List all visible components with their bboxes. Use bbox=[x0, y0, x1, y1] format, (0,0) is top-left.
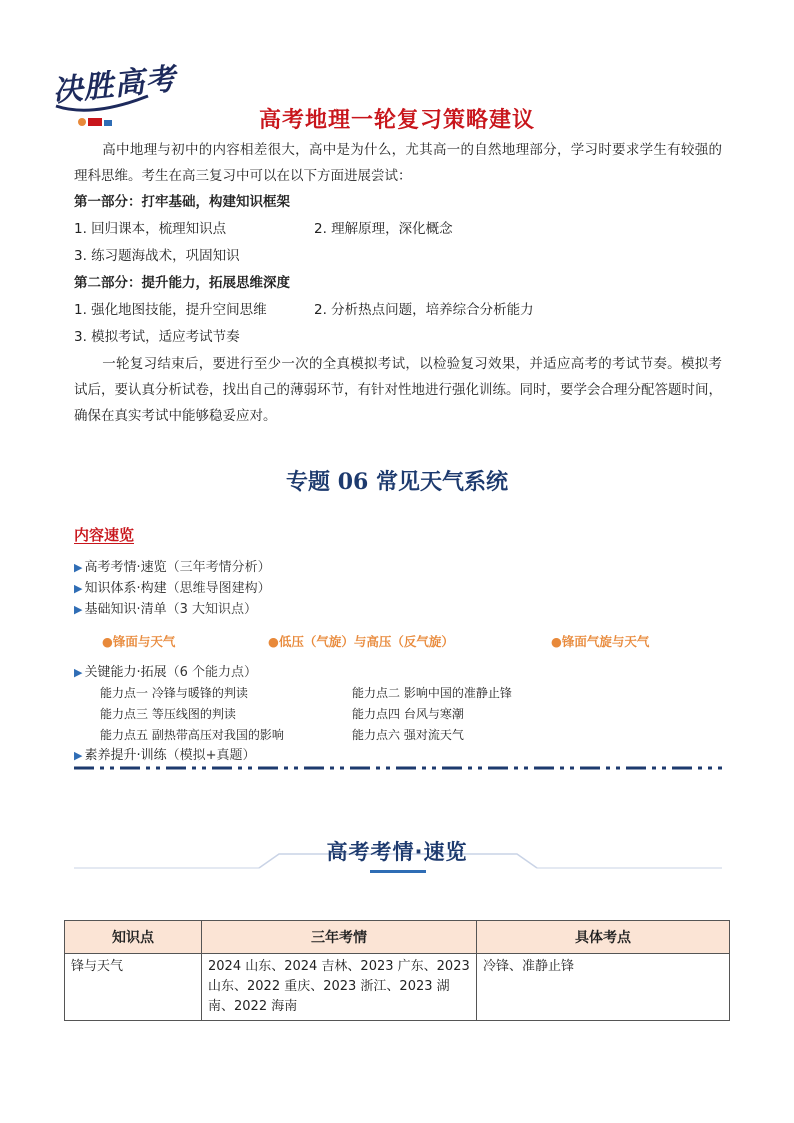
part1-item-3: 3. 练习题海战术，巩固知识 bbox=[74, 248, 240, 264]
summary-paragraph: 一轮复习结束后，要进行至少一次的全真模拟考试，以检验复习效果，并适应高考的考试节奏。模拟考试后，要认真分析试卷，找出自己的薄弱环节，有针对性地进行强化训练。同时，要学会合理分配答题时间，确保在真实考试中能够稳妥应对。 bbox=[74, 356, 722, 424]
ability-point: 能力点一 冷锋与暖锋的判读 bbox=[100, 686, 248, 700]
part2-item-1: 1. 强化地图技能，提升空间思维 bbox=[74, 302, 267, 318]
table-cell: 锋与天气 bbox=[65, 954, 202, 1021]
part2-item-3: 3. 模拟考试，适应考试节奏 bbox=[74, 329, 240, 345]
toc-item[interactable]: ▶ 高考考情·速览（三年考情分析） bbox=[74, 560, 271, 575]
table-cell: 2024 山东、2024 吉林、2023 广东、2023 山东、2022 重庆、2023 浙江、2023 湖南、2022 海南 bbox=[202, 954, 477, 1021]
triangle-bullet-icon: ▶ bbox=[74, 666, 83, 679]
triangle-bullet-icon: ▶ bbox=[74, 582, 83, 595]
table-header: 知识点 bbox=[65, 921, 202, 954]
triangle-bullet-icon: ▶ bbox=[74, 561, 83, 574]
table-header: 具体考点 bbox=[477, 921, 730, 954]
table-cell: 冷锋、准静止锋 bbox=[477, 954, 730, 1021]
logo-text: 决胜高考 bbox=[50, 61, 178, 110]
ability-point: 能力点二 影响中国的准静止锋 bbox=[352, 686, 512, 700]
overview-label: 内容速览 bbox=[74, 526, 135, 544]
table-row bbox=[65, 954, 730, 1021]
knowledge-point: ●锋面气旋与天气 bbox=[551, 634, 650, 649]
knowledge-point: ●锋面与天气 bbox=[102, 634, 176, 649]
ability-point: 能力点五 副热带高压对我国的影响 bbox=[100, 728, 284, 742]
page-title: 高考地理一轮复习策略建议 bbox=[258, 108, 535, 133]
intro-paragraph: 高中地理与初中的内容相差很大，高中是为什么，尤其高一的自然地理部分，学习时要求学生有较强的理科思维。考生在高三复习中可以在以下方面进展尝试： bbox=[74, 142, 722, 184]
part2-item-2: 2. 分析热点问题，培养综合分析能力 bbox=[314, 302, 534, 318]
dashed-divider bbox=[74, 765, 722, 771]
part1-item-2: 2. 理解原理，深化概念 bbox=[314, 221, 453, 237]
section-heading: 高考考情·速览 bbox=[326, 840, 468, 864]
part2-heading: 第二部分：提升能力，拓展思维深度 bbox=[74, 275, 290, 291]
toc-item[interactable]: ▶ 素养提升·训练（模拟+真题） bbox=[74, 748, 256, 763]
toc-item[interactable]: ▶ 知识体系·构建（思维导图建构） bbox=[74, 581, 271, 596]
topic-title: 专题 06 常见天气系统 bbox=[286, 469, 508, 495]
triangle-bullet-icon: ▶ bbox=[74, 749, 83, 762]
ability-point: 能力点三 等压线图的判读 bbox=[100, 707, 236, 721]
exam-analysis-table bbox=[64, 920, 730, 1021]
ability-point: 能力点四 台风与寒潮 bbox=[352, 707, 464, 721]
ability-point: 能力点六 强对流天气 bbox=[352, 728, 464, 742]
part1-heading: 第一部分：打牢基础，构建知识框架 bbox=[74, 194, 290, 210]
knowledge-point: ●低压（气旋）与高压（反气旋） bbox=[268, 634, 454, 649]
table-header: 三年考情 bbox=[202, 921, 477, 954]
toc-item[interactable]: ▶ 关键能力·拓展（6 个能力点） bbox=[74, 665, 258, 680]
toc-item[interactable]: ▶ 基础知识·清单（3 大知识点） bbox=[74, 602, 258, 617]
triangle-bullet-icon: ▶ bbox=[74, 603, 83, 616]
part1-item-1: 1. 回归课本，梳理知识点 bbox=[74, 221, 227, 237]
